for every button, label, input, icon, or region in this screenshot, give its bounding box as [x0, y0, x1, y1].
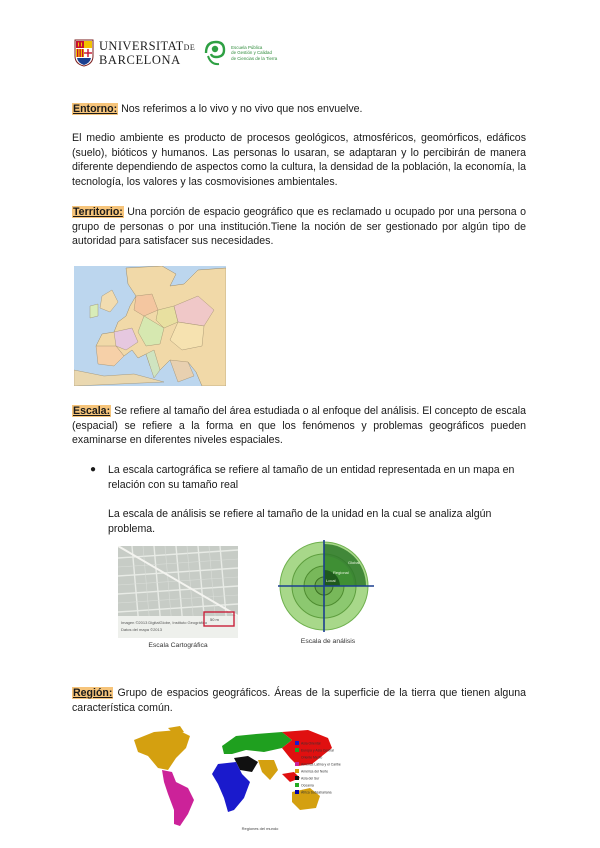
green-leaf-logo-icon	[203, 39, 227, 67]
legend-label: Oceanía	[301, 783, 314, 788]
region-north-america	[134, 730, 190, 770]
legend-label: Asia Oriental	[301, 741, 321, 746]
circle-label-local: Local	[326, 578, 336, 583]
legend-label: Asia del Sur	[301, 776, 320, 781]
region-definition-text: Grupo de espacios geográficos. Áreas de la superficie de la tierra que tienen alguna característica común.	[72, 687, 526, 714]
university-crest-icon	[74, 39, 94, 67]
territorio-term: Territorio:	[73, 206, 123, 218]
caption-cartographic: Escala Cartográfica	[148, 642, 208, 649]
region-term: Región:	[73, 687, 113, 699]
green-org-line: de Gestión y Calidad	[231, 50, 272, 56]
legend-label: África Subsahariana	[301, 790, 332, 795]
europe-map-image	[74, 266, 226, 386]
legend-label: Europa y Asia Central	[301, 748, 334, 753]
scale-box-label: 50 m	[210, 617, 219, 622]
city-map-image	[118, 546, 238, 638]
circle-label-global: Global	[348, 560, 360, 565]
university-line1: UNIVERSITAT	[99, 38, 184, 53]
entorno-term: Entorno:	[73, 103, 118, 115]
university-name	[99, 40, 195, 67]
map-footer-2: Datos del mapa ©2013	[121, 627, 162, 632]
green-org-line: de Ciencias de la Tierra	[231, 55, 278, 61]
legend-label: América Latina y el Caribe	[301, 762, 341, 767]
escala-cartografica-text: La escala cartográfica se refiere al tamaño de un entidad representada en un mapa en relación con su tamaño real	[108, 464, 515, 491]
caption-analysis: Escala de análisis	[300, 638, 356, 645]
escala-definition-text: Se refiere al tamaño del área estudiada o al enfoque del análisis. El concepto de escala (espacial) se refiere a la forma en que los fenómenos y problemas geográficos pueden examinarse en diferentes niveles espaciales.	[72, 405, 526, 447]
territorio-definition-text: Una porción de espacio geográfico que es reclamado u ocupado por una persona o grupo de personas o por una institución.Tiene la noción de ser gestionado por algún tipo de autoridad para satisfacer sus necesidades.	[72, 206, 526, 248]
legend-label: América del Norte	[301, 769, 329, 774]
escala-term: Escala:	[73, 405, 111, 417]
region-south-asia	[258, 760, 278, 780]
header	[74, 36, 301, 70]
world-map-caption: Regiones del mundo	[241, 826, 279, 831]
bullet-dot: ●	[90, 464, 97, 475]
escala-analisis-text: La escala de análisis se refiere al tamaño de la unidad en la cual se analiza algún problema.	[108, 508, 492, 535]
territorio-definition	[72, 205, 526, 249]
entorno-paragraph: El medio ambiente es producto de procesos geológicos, atmosféricos, geomórficos, edáficos (suelo), bióticos y humanos. Las personas lo usaran, se adaptaran y lo percibirán de manera diferente dependiendo de aspectos como la cultura, la densidad de la población, la economía, la tecnología, los valores y las cosmovisiones ambientales.	[72, 132, 526, 189]
legend-label: Oriente Medio	[301, 755, 323, 760]
map-legend	[295, 741, 341, 795]
map-footer-1: Imagen ©2013 DigitalGlobe, Instituto Geográfico	[121, 620, 208, 625]
entorno-definition	[72, 102, 526, 117]
university-de: DE	[183, 42, 196, 52]
circle-label-regional: Regional	[333, 570, 349, 575]
region-latin-america	[162, 770, 194, 826]
green-org-text	[231, 45, 301, 61]
university-line2: BARCELONA	[99, 52, 181, 67]
region-definition	[72, 686, 526, 715]
world-regions-map	[132, 726, 368, 832]
entorno-definition-text: Nos referimos a lo vivo y no vivo que nos envuelve.	[118, 103, 363, 115]
analysis-scale-diagram	[278, 534, 378, 636]
green-org-line: Escuela Pública	[231, 44, 263, 50]
escala-definition	[72, 404, 526, 448]
region-europe-central-asia	[222, 732, 292, 754]
